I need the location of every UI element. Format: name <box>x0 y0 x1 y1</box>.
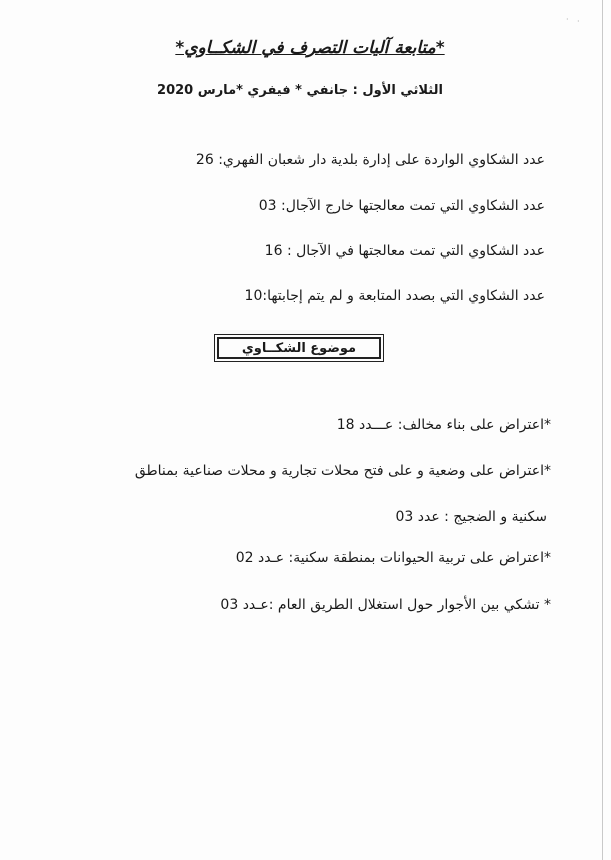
page-edge-line <box>602 0 603 860</box>
stat-pending: عدد الشكاوي التي بصدد المتابعة و لم يتم إجابتها:10 <box>244 288 545 304</box>
complaint-neighbors-public-road: * تشكي بين الأجوار حول استغلال الطريق العام :عـدد 03 <box>220 597 551 613</box>
complaint-commercial-premises-line2: سكنية و الضجيج : عدد 03 <box>395 509 547 525</box>
scan-speck: · <box>566 15 569 24</box>
document-title: *متابعة آليات التصرف في الشكــاوي* <box>175 38 445 58</box>
section-heading-box <box>214 334 384 362</box>
reporting-period: الثلاثي الأول : جانفي * فيفري *مارس 2020 <box>157 83 443 98</box>
stat-received-complaints: عدد الشكاوي الواردة على إدارة بلدية دار شعبان الفهري: 26 <box>195 152 545 168</box>
complaint-commercial-premises-line1: *اعتراض على وضعية و على فتح محلات تجارية و محلات صناعية بمناطق <box>134 463 551 479</box>
complaint-illegal-construction: *اعتراض على بناء مخالف: عـــدد 18 <box>336 417 551 433</box>
section-heading: موضوع الشكــاوي <box>217 337 381 359</box>
stat-handled-late: عدد الشكاوي التي تمت معالجتها خارج الآجال: 03 <box>258 198 545 214</box>
scan-speck: · <box>577 17 580 26</box>
complaint-animal-breeding: *اعتراض على تربية الحيوانات بمنطقة سكنية: عـدد 02 <box>235 550 551 566</box>
stat-handled-on-time: عدد الشكاوي التي تمت معالجتها في الآجال : 16 <box>264 243 545 259</box>
